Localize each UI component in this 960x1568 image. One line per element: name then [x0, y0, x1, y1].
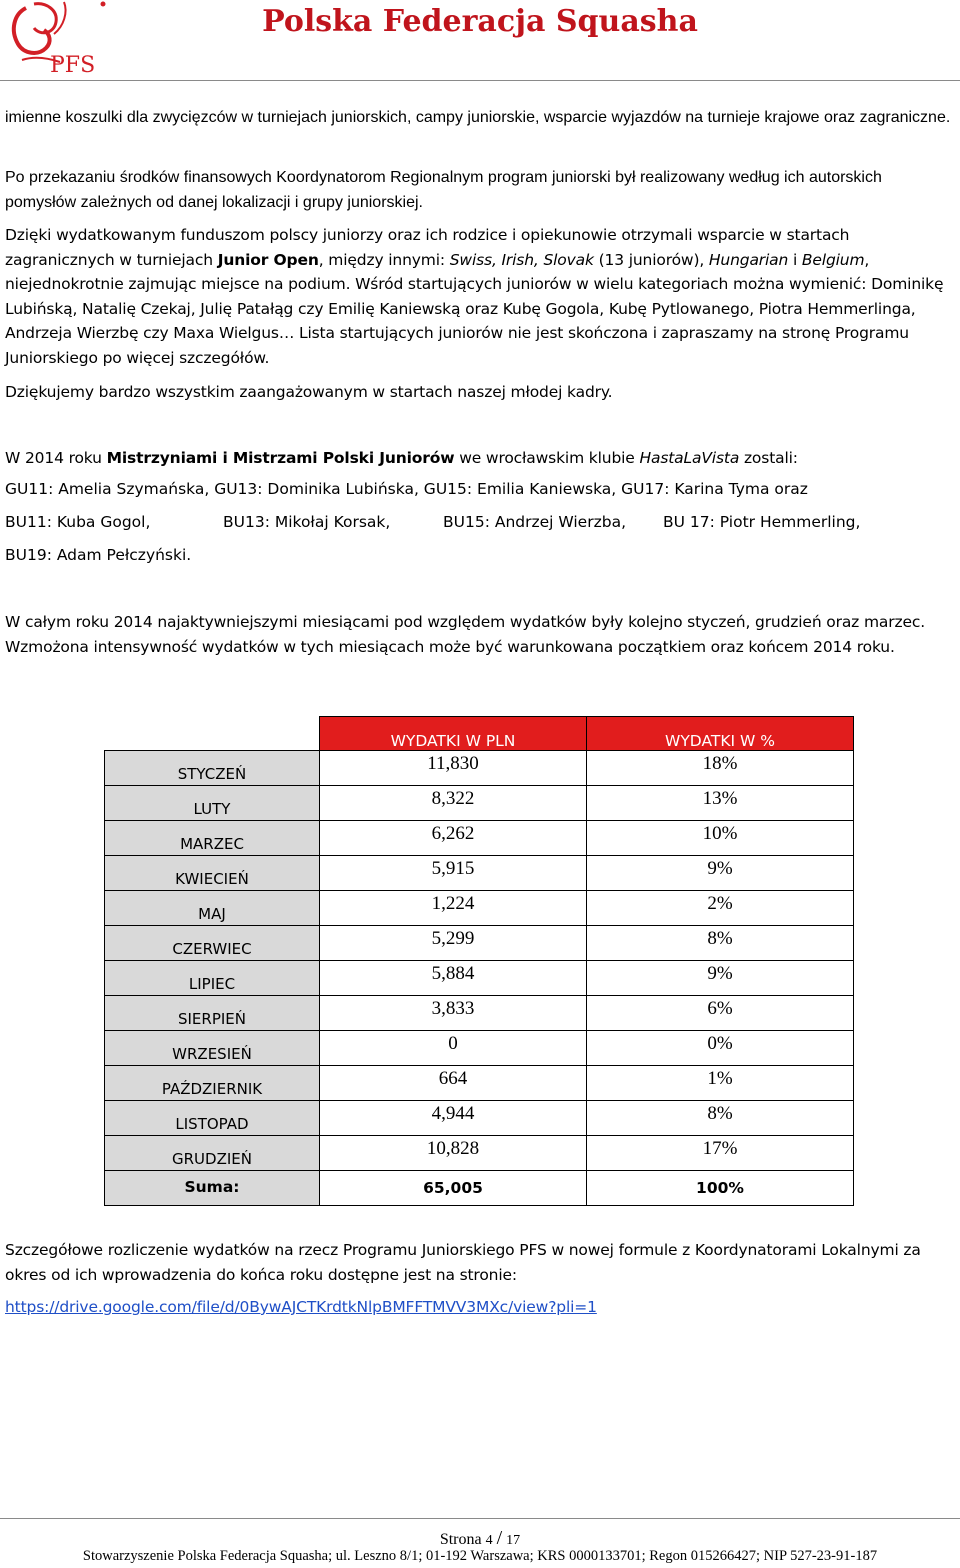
- month-cell: MAJ: [105, 891, 320, 926]
- pln-cell: 0: [320, 1031, 587, 1066]
- pln-cell: 3,833: [320, 996, 587, 1031]
- boys-champion-4: BU 17: Piotr Hemmerling,: [663, 513, 861, 531]
- pct-cell: 2%: [587, 891, 854, 926]
- paragraph-2: Po przekazaniu środków finansowych Koordynatorom Regionalnym program juniorski był realizowany według ich autorskich pomysłów zależnych od danej lokalizacji i grupy juniorskiej.: [5, 169, 882, 211]
- month-cell: MARZEC: [105, 821, 320, 856]
- pln-cell: 6,262: [320, 821, 587, 856]
- table-sum-row: [105, 1171, 854, 1206]
- pln-cell: 5,299: [320, 926, 587, 961]
- pct-cell: 9%: [587, 856, 854, 891]
- pct-cell: 8%: [587, 1101, 854, 1136]
- pct-cell: 9%: [587, 961, 854, 996]
- sum-pct: 100%: [587, 1171, 854, 1206]
- sum-pln: 65,005: [320, 1171, 587, 1206]
- pct-cell: 8%: [587, 926, 854, 961]
- drive-link-row: [5, 1295, 955, 1320]
- table-row: [105, 996, 854, 1031]
- pct-cell: 1%: [587, 1066, 854, 1101]
- month-cell: LIPIEC: [105, 961, 320, 996]
- boys-champion-2: BU13: Mikołaj Korsak,: [223, 513, 391, 531]
- header-divider: [0, 80, 960, 81]
- month-cell: LISTOPAD: [105, 1101, 320, 1136]
- sum-label: Suma:: [105, 1171, 320, 1206]
- month-cell: WRZESIEŃ: [105, 1031, 320, 1066]
- paragraph-5: W 2014 roku Mistrzyniami i Mistrzami Polski Juniorów we wrocławskim klubie HastaLaVista zostali:: [5, 449, 798, 467]
- pln-cell: 1,224: [320, 891, 587, 926]
- table-row: [105, 1101, 854, 1136]
- month-cell: SIERPIEŃ: [105, 996, 320, 1031]
- paragraph-7: Szczegółowe rozliczenie wydatków na rzecz Programu Juniorskiego PFS w nowej formule z Koordynatorami Lokalnymi za okres od ich wprowadzenia do końca roku dostępne jest na stronie:: [5, 1241, 921, 1284]
- boys-champion-5: BU19: Adam Pełczyński.: [5, 546, 192, 564]
- pln-cell: 4,944: [320, 1101, 587, 1136]
- month-cell: CZERWIEC: [105, 926, 320, 961]
- pln-cell: 664: [320, 1066, 587, 1101]
- table-row: [105, 786, 854, 821]
- pct-cell: 13%: [587, 786, 854, 821]
- paragraph-4: Dziękujemy bardzo wszystkim zaangażowanym w startach naszej młodej kadry.: [5, 383, 613, 401]
- header-title: Polska Federacja Squasha: [262, 4, 698, 39]
- table-row: [105, 1066, 854, 1101]
- table-row: [105, 961, 854, 996]
- pln-cell: 10,828: [320, 1136, 587, 1171]
- paragraph-6: W całym roku 2014 najaktywniejszymi miesiącami pod względem wydatków były kolejno styczeń, grudzień oraz marzec. Wzmożona intensywność wydatków w tych miesiącach może być warunkowana początkiem oraz końcem 2014 roku.: [5, 613, 925, 656]
- footer-address: Stowarzyszenie Polska Federacja Squasha; ul. Leszno 8/1; 01-192 Warszawa; KRS 0000133701; Regon 015266427; NIP 527-23-91-187: [82, 1548, 878, 1564]
- paragraph-1: imienne koszulki dla zwycięzców w turniejach juniorskich, campy juniorskie, wsparcie wyjazdów na turnieje krajowe oraz zagraniczne.: [5, 109, 951, 126]
- table-row: [105, 751, 854, 786]
- pln-cell: 5,915: [320, 856, 587, 891]
- table-row: [105, 891, 854, 926]
- header-pct: WYDATKI W %: [587, 717, 854, 751]
- month-cell: GRUDZIEŃ: [105, 1136, 320, 1171]
- pct-cell: 10%: [587, 821, 854, 856]
- month-cell: LUTY: [105, 786, 320, 821]
- table-row: [105, 856, 854, 891]
- month-cell: STYCZEŃ: [105, 751, 320, 786]
- pct-cell: 17%: [587, 1136, 854, 1171]
- pct-cell: 0%: [587, 1031, 854, 1066]
- page-number: Strona 4 / 17: [439, 1527, 521, 1549]
- girls-champions: GU11: Amelia Szymańska, GU13: Dominika Lubińska, GU15: Emilia Kaniewska, GU17: Karina Tyma oraz: [5, 480, 808, 498]
- pln-cell: 11,830: [320, 751, 587, 786]
- boys-champion-3: BU15: Andrzej Wierzba,: [443, 513, 626, 531]
- pct-cell: 18%: [587, 751, 854, 786]
- table-row: [105, 821, 854, 856]
- table-row: [105, 1031, 854, 1066]
- header-pln: WYDATKI W PLN: [320, 717, 587, 751]
- table-row: [105, 1136, 854, 1171]
- table-row: [105, 926, 854, 961]
- month-cell: PAŹDZIERNIK: [105, 1066, 320, 1101]
- drive-link[interactable]: https://drive.google.com/file/d/0BywAJCTKrdtkNlpBMFFTMVV3MXc/view?pli=1: [5, 1298, 597, 1316]
- paragraph-3: Dzięki wydatkowanym funduszom polscy juniorzy oraz ich rodzice i opiekunowie otrzymali wsparcie w startach zagranicznych w turniejach Junior Open, między innymi: Swiss, Irish, Slovak (13 juniorów), Hungarian i Belgium, niejednokrotnie zajmując miejsce na podium. Wśród startujących juniorów w wielu kategoriach można wymienić: Dominikę Lubińską, Natalię Czekaj, Julię Patałąg czy Emilię Kaniewską oraz Kubę Gogola, Kubę Pytlowanego, Piotra Hemmerlinga, Andrzeja Wierzbę czy Maxa Wielgus… Lista startujących juniorów nie jest skończona i zapraszamy na stronę Programu Juniorskiego po więcej szczegółów.: [5, 226, 944, 367]
- table-header-blank: [105, 717, 320, 751]
- month-cell: KWIECIEŃ: [105, 856, 320, 891]
- logo-text: PFS: [50, 53, 96, 78]
- boys-champion-1: BU11: Kuba Gogol,: [5, 513, 151, 531]
- table-header-row: [105, 717, 854, 751]
- pct-cell: 6%: [587, 996, 854, 1031]
- pln-cell: 5,884: [320, 961, 587, 996]
- pln-cell: 8,322: [320, 786, 587, 821]
- footer-divider: [0, 1518, 960, 1519]
- expenses-table: [104, 716, 854, 1206]
